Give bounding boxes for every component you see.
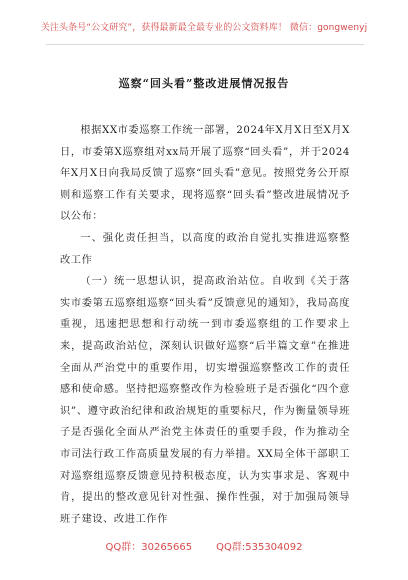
footer-qq-group-1: QQ群：30265665: [105, 542, 193, 553]
header-divider: [46, 44, 364, 45]
footer-contacts: [0, 538, 408, 553]
document-body: [60, 120, 350, 530]
document-title: 巡察“回头看”整改进展情况报告: [118, 77, 290, 90]
paragraph-intro: 根据XX市委巡察工作统一部署，2024年X月X日至X月X日，市委第X巡察组对xx局开展了巡察“回头看”，并于2024年X月X日向我局反馈了巡察“回头看”意见。按照党务公开原则和巡察工作有关要求，现将巡察“回头看”整改进展情况予以公布：: [60, 125, 351, 223]
header-notice: 关注头条号“公文研究”，获得最新最全最专业的公文资料库！ 微信：gongwenyj: [40, 23, 368, 33]
footer-qq-group-2: QQ群:535304092: [216, 542, 303, 553]
paragraph-subsection-1: （一）统一思想认识，提高政治站位。自收到《关于落实市委第五巡察组巡察“回头看”反馈意见的通知》，我局高度重视，迅速把思想和行动统一到市委巡察组的工作要求上来，提高政治站位，深刻认识做好巡察“后半篇文章”在推进全面从严治党中的重要作用，切实增强巡察整改工作的责任感和使命感。坚持把巡察整改作为检验班子是否强化“四个意识”、遵守政治纪律和政治规矩的重要标尺，作为衡量领导班子是否强化全面从严治党主体责任的重要手段，作为推动全市司法行政工作高质量发展的有力举措。XX局全体干部职工对巡察组巡察反馈意见持积极态度，认为实事求是、客观中肯，提出的整改意见针对性强、操作性强，对于加强局领导班子建设、改进工作作: [60, 276, 350, 525]
paragraph-section-heading: 一、强化责任担当，以高度的政治自觉扎实推进巡察整改工作: [60, 232, 350, 266]
